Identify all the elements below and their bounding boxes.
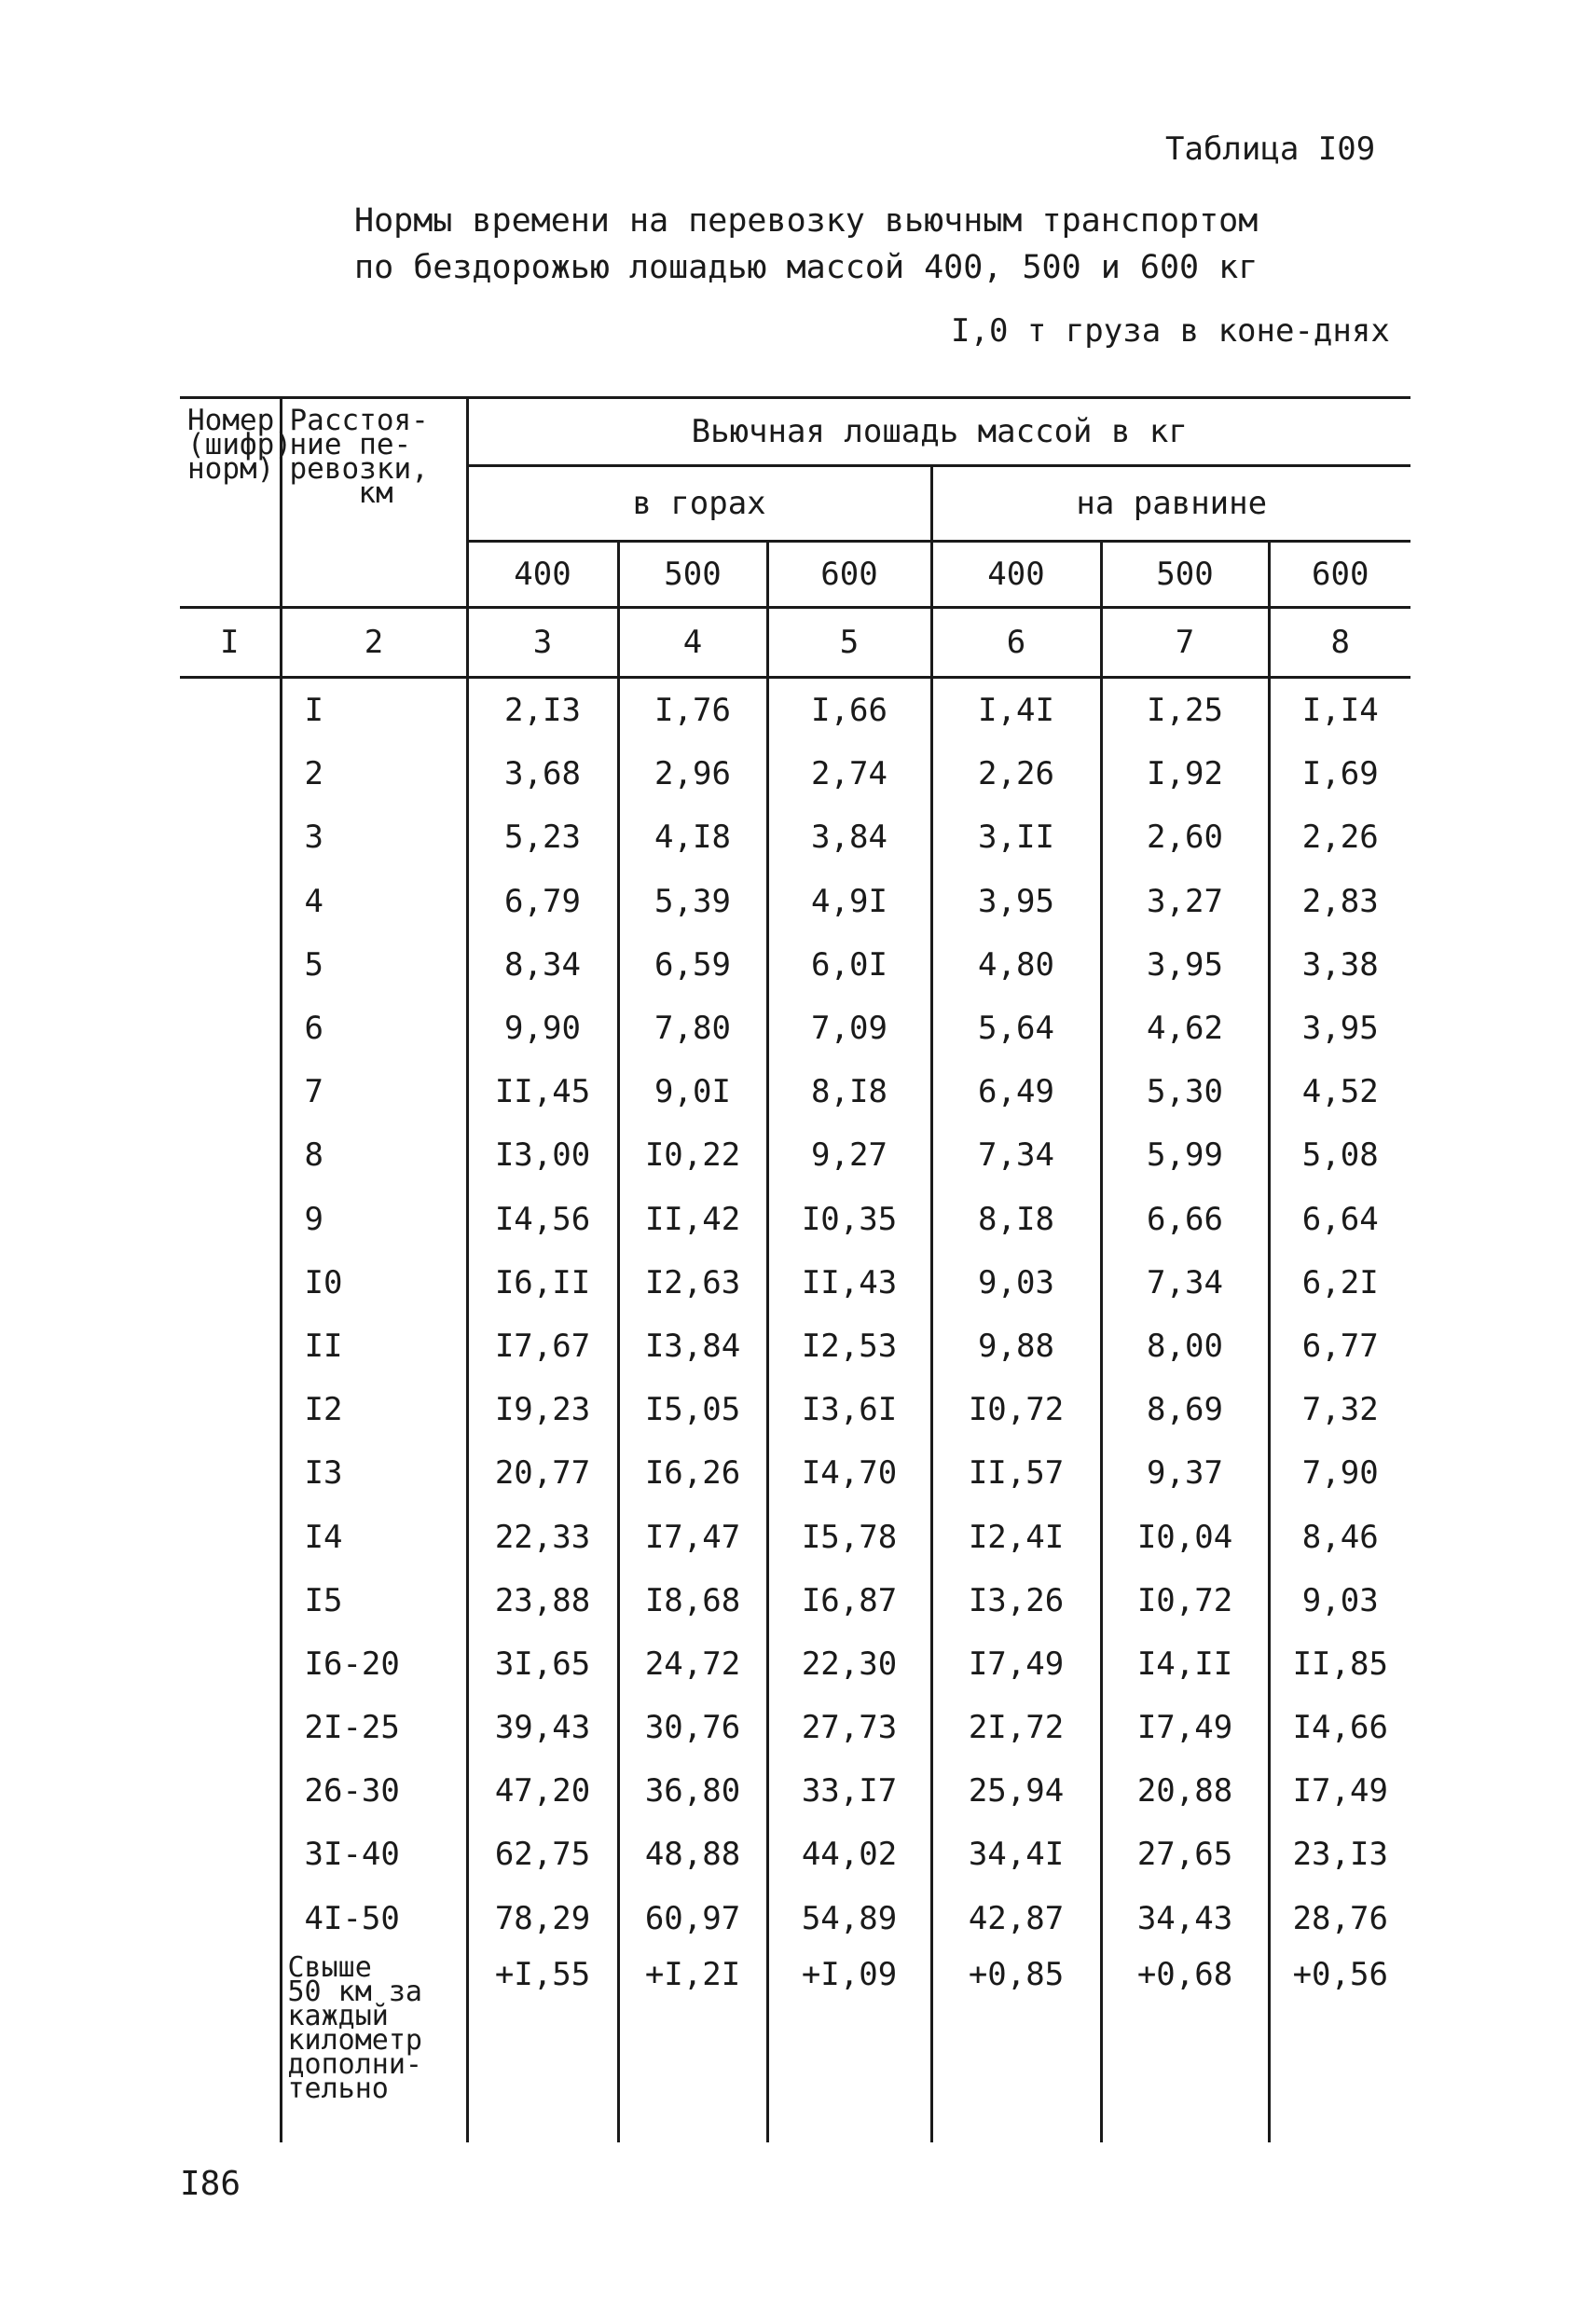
distance-text-line: Свыше xyxy=(287,1950,372,1984)
distance-cell: I2 xyxy=(281,1378,467,1441)
table-row xyxy=(180,1123,1410,1187)
value-cell: I,66 xyxy=(767,678,931,743)
table-number: Таблица I09 xyxy=(1165,131,1376,168)
value-cell: 8,I8 xyxy=(767,1060,931,1123)
table-row xyxy=(180,870,1410,933)
column-number-row xyxy=(180,608,1410,678)
value-cell: 9,03 xyxy=(931,1251,1101,1315)
table-row xyxy=(180,1887,1410,1950)
distance-text-line: дополни- xyxy=(287,2047,422,2081)
value-cell: I,92 xyxy=(1101,742,1269,805)
value-cell: I5,78 xyxy=(767,1505,931,1568)
value-cell: I3,6I xyxy=(767,1378,931,1441)
value-cell: I7,47 xyxy=(618,1505,767,1568)
table-row xyxy=(180,1632,1410,1696)
value-cell: I0,04 xyxy=(1101,1505,1269,1568)
value-cell: I7,49 xyxy=(931,1632,1101,1696)
value-cell: I4,66 xyxy=(1269,1696,1410,1759)
title-line-2: по бездорожью лошадью массой 400, 500 и 600 кг xyxy=(354,249,1259,286)
distance-cell: 3 xyxy=(281,805,467,869)
value-cell: 3,95 xyxy=(1269,997,1410,1060)
value-cell: I7,67 xyxy=(467,1315,618,1378)
value-cell: 6,77 xyxy=(1269,1315,1410,1378)
table-row xyxy=(180,1441,1410,1505)
mass-header: 400 xyxy=(467,542,618,608)
value-cell: 2,83 xyxy=(1269,870,1410,933)
mass-header: 500 xyxy=(1101,542,1269,608)
value-cell: I3,26 xyxy=(931,1569,1101,1632)
value-cell: 4,62 xyxy=(1101,997,1269,1060)
code-cell-empty xyxy=(180,678,281,2142)
value-cell: 3,95 xyxy=(931,870,1101,933)
value-cell: 2,74 xyxy=(767,742,931,805)
table-row xyxy=(180,1569,1410,1632)
value-cell: 7,90 xyxy=(1269,1441,1410,1505)
value-cell: 6,66 xyxy=(1101,1188,1269,1251)
value-cell: +I,2I xyxy=(618,1950,767,2142)
value-cell: 4,9I xyxy=(767,870,931,933)
value-cell: I6,II xyxy=(467,1251,618,1315)
value-cell: 7,80 xyxy=(618,997,767,1060)
value-cell: +I,09 xyxy=(767,1950,931,2142)
value-cell: 6,49 xyxy=(931,1060,1101,1123)
value-cell: 39,43 xyxy=(467,1696,618,1759)
value-cell: 3,84 xyxy=(767,805,931,869)
distance-cell: I xyxy=(281,678,467,743)
value-cell: 5,23 xyxy=(467,805,618,869)
value-cell: I2,4I xyxy=(931,1505,1101,1568)
table-row xyxy=(180,805,1410,869)
value-cell: I9,23 xyxy=(467,1378,618,1441)
distance-cell: 4 xyxy=(281,870,467,933)
value-cell: I3,00 xyxy=(467,1123,618,1187)
value-cell: II,42 xyxy=(618,1188,767,1251)
value-cell: 9,03 xyxy=(1269,1569,1410,1632)
value-cell: +I,55 xyxy=(467,1950,618,2142)
distance-cell: 4I-50 xyxy=(281,1887,467,1950)
value-cell: I,69 xyxy=(1269,742,1410,805)
subgroup-mountains: в горах xyxy=(467,466,931,542)
value-cell: 27,73 xyxy=(767,1696,931,1759)
value-cell: 3,38 xyxy=(1269,933,1410,997)
value-cell: I,4I xyxy=(931,678,1101,743)
value-cell: I7,49 xyxy=(1101,1696,1269,1759)
value-cell: 47,20 xyxy=(467,1759,618,1823)
value-cell: I0,35 xyxy=(767,1188,931,1251)
value-cell: +0,85 xyxy=(931,1950,1101,2142)
distance-cell: 8 xyxy=(281,1123,467,1187)
col-number: 8 xyxy=(1269,608,1410,678)
distance-text-line: тельно xyxy=(287,2072,389,2105)
mass-header: 600 xyxy=(767,542,931,608)
distance-cell: 5 xyxy=(281,933,467,997)
value-cell: 5,39 xyxy=(618,870,767,933)
value-cell: 3,II xyxy=(931,805,1101,869)
distance-cell: 3I-40 xyxy=(281,1823,467,1886)
value-cell: 20,77 xyxy=(467,1441,618,1505)
value-cell: 9,0I xyxy=(618,1060,767,1123)
value-cell: +0,56 xyxy=(1269,1950,1410,2142)
value-cell: 33,I7 xyxy=(767,1759,931,1823)
unit-caption: I,0 т груза в коне-днях xyxy=(951,312,1390,350)
value-cell: 22,30 xyxy=(767,1632,931,1696)
value-cell: 7,09 xyxy=(767,997,931,1060)
value-cell: I6,87 xyxy=(767,1569,931,1632)
value-cell: 8,69 xyxy=(1101,1378,1269,1441)
value-cell: I4,II xyxy=(1101,1632,1269,1696)
value-cell: 2,60 xyxy=(1101,805,1269,869)
value-cell: 22,33 xyxy=(467,1505,618,1568)
value-cell: I,76 xyxy=(618,678,767,743)
value-cell: 44,02 xyxy=(767,1823,931,1886)
value-cell: I3,84 xyxy=(618,1315,767,1378)
value-cell: 7,34 xyxy=(931,1123,1101,1187)
value-cell: 5,99 xyxy=(1101,1123,1269,1187)
mass-header: 500 xyxy=(618,542,767,608)
value-cell: 5,08 xyxy=(1269,1123,1410,1187)
value-cell: 20,88 xyxy=(1101,1759,1269,1823)
table-row xyxy=(180,997,1410,1060)
value-cell: I0,72 xyxy=(931,1378,1101,1441)
value-cell: 9,37 xyxy=(1101,1441,1269,1505)
col-number: 3 xyxy=(467,608,618,678)
col-header-code: Номер (шифр) норм) xyxy=(180,398,281,608)
col-number: 4 xyxy=(618,608,767,678)
value-cell: 6,2I xyxy=(1269,1251,1410,1315)
value-cell: 8,00 xyxy=(1101,1315,1269,1378)
col-header-group: Вьючная лошадь массой в кг xyxy=(467,398,1410,466)
table-row xyxy=(180,1378,1410,1441)
value-cell: 24,72 xyxy=(618,1632,767,1696)
mass-header: 400 xyxy=(931,542,1101,608)
value-cell: I,25 xyxy=(1101,678,1269,743)
value-cell: 2,26 xyxy=(1269,805,1410,869)
distance-cell: I3 xyxy=(281,1441,467,1505)
value-cell: 9,90 xyxy=(467,997,618,1060)
value-cell: 2,I3 xyxy=(467,678,618,743)
value-cell: 2,26 xyxy=(931,742,1101,805)
value-cell: 4,I8 xyxy=(618,805,767,869)
value-cell: 28,76 xyxy=(1269,1887,1410,1950)
value-cell: I,I4 xyxy=(1269,678,1410,743)
value-cell: 54,89 xyxy=(767,1887,931,1950)
distance-cell: I6-20 xyxy=(281,1632,467,1696)
subgroup-plains: на равнине xyxy=(931,466,1410,542)
value-cell: 25,94 xyxy=(931,1759,1101,1823)
value-cell: II,57 xyxy=(931,1441,1101,1505)
distance-cell: 7 xyxy=(281,1060,467,1123)
value-cell: I0,22 xyxy=(618,1123,767,1187)
value-cell: 34,4I xyxy=(931,1823,1101,1886)
table-row xyxy=(180,1060,1410,1123)
col-number: 5 xyxy=(767,608,931,678)
value-cell: 3,95 xyxy=(1101,933,1269,997)
distance-cell: 2 xyxy=(281,742,467,805)
value-cell: 2,96 xyxy=(618,742,767,805)
distance-cell: 9 xyxy=(281,1188,467,1251)
distance-cell: I0 xyxy=(281,1251,467,1315)
value-cell: 78,29 xyxy=(467,1887,618,1950)
value-cell: II,45 xyxy=(467,1060,618,1123)
value-cell: 3I,65 xyxy=(467,1632,618,1696)
value-cell: I5,05 xyxy=(618,1378,767,1441)
norms-table xyxy=(180,396,1410,2142)
value-cell: 34,43 xyxy=(1101,1887,1269,1950)
table-row xyxy=(180,742,1410,805)
value-cell: 23,88 xyxy=(467,1569,618,1632)
col-number: 6 xyxy=(931,608,1101,678)
value-cell: 5,30 xyxy=(1101,1060,1269,1123)
distance-text-line: каждый xyxy=(287,1999,389,2032)
distance-cell: 6 xyxy=(281,997,467,1060)
value-cell: I4,56 xyxy=(467,1188,618,1251)
table-row xyxy=(180,1251,1410,1315)
col-number: 2 xyxy=(281,608,467,678)
value-cell: I8,68 xyxy=(618,1569,767,1632)
col-number: I xyxy=(180,608,281,678)
value-cell: 3,68 xyxy=(467,742,618,805)
value-cell: I7,49 xyxy=(1269,1759,1410,1823)
value-cell: 6,64 xyxy=(1269,1188,1410,1251)
value-cell: 4,80 xyxy=(931,933,1101,997)
page-number: I86 xyxy=(180,2165,241,2203)
table-title xyxy=(354,198,1380,291)
value-cell: 6,0I xyxy=(767,933,931,997)
value-cell: I6,26 xyxy=(618,1441,767,1505)
value-cell: 27,65 xyxy=(1101,1823,1269,1886)
value-cell: 23,I3 xyxy=(1269,1823,1410,1886)
distance-cell-extra xyxy=(281,1950,467,2142)
value-cell: 42,87 xyxy=(931,1887,1101,1950)
value-cell: 30,76 xyxy=(618,1696,767,1759)
distance-cell: I5 xyxy=(281,1569,467,1632)
distance-cell: I4 xyxy=(281,1505,467,1568)
table-row xyxy=(180,678,1410,743)
table-row xyxy=(180,1188,1410,1251)
value-cell: II,43 xyxy=(767,1251,931,1315)
distance-text-line: 50 км за xyxy=(287,1975,422,2008)
value-cell: 9,27 xyxy=(767,1123,931,1187)
value-cell: 6,79 xyxy=(467,870,618,933)
value-cell: 9,88 xyxy=(931,1315,1101,1378)
value-cell: I4,70 xyxy=(767,1441,931,1505)
value-cell: I2,53 xyxy=(767,1315,931,1378)
distance-cell: 26-30 xyxy=(281,1759,467,1823)
table-row xyxy=(180,1823,1410,1886)
distance-text-line: километр xyxy=(287,2023,422,2057)
value-cell: 8,I8 xyxy=(931,1188,1101,1251)
col-header-distance: Расстоя- ние пе- ревозки, км xyxy=(281,398,467,608)
mass-header: 600 xyxy=(1269,542,1410,608)
value-cell: 6,59 xyxy=(618,933,767,997)
col-number: 7 xyxy=(1101,608,1269,678)
distance-cell: II xyxy=(281,1315,467,1378)
value-cell: 4,52 xyxy=(1269,1060,1410,1123)
value-cell: I0,72 xyxy=(1101,1569,1269,1632)
value-cell: 36,80 xyxy=(618,1759,767,1823)
value-cell: 48,88 xyxy=(618,1823,767,1886)
title-line-1: Нормы времени на перевозку вьючным транспортом xyxy=(354,202,1259,240)
table-row-extra-km xyxy=(180,1950,1410,2142)
value-cell: II,85 xyxy=(1269,1632,1410,1696)
value-cell: 62,75 xyxy=(467,1823,618,1886)
value-cell: +0,68 xyxy=(1101,1950,1269,2142)
value-cell: 3,27 xyxy=(1101,870,1269,933)
value-cell: 5,64 xyxy=(931,997,1101,1060)
value-cell: 8,34 xyxy=(467,933,618,997)
table-row xyxy=(180,933,1410,997)
value-cell: 7,32 xyxy=(1269,1378,1410,1441)
value-cell: 60,97 xyxy=(618,1887,767,1950)
table-row xyxy=(180,1696,1410,1759)
value-cell: 2I,72 xyxy=(931,1696,1101,1759)
table-row xyxy=(180,1315,1410,1378)
value-cell: I2,63 xyxy=(618,1251,767,1315)
table-row xyxy=(180,1759,1410,1823)
table-row xyxy=(180,1505,1410,1568)
value-cell: 7,34 xyxy=(1101,1251,1269,1315)
value-cell: 8,46 xyxy=(1269,1505,1410,1568)
distance-cell: 2I-25 xyxy=(281,1696,467,1759)
